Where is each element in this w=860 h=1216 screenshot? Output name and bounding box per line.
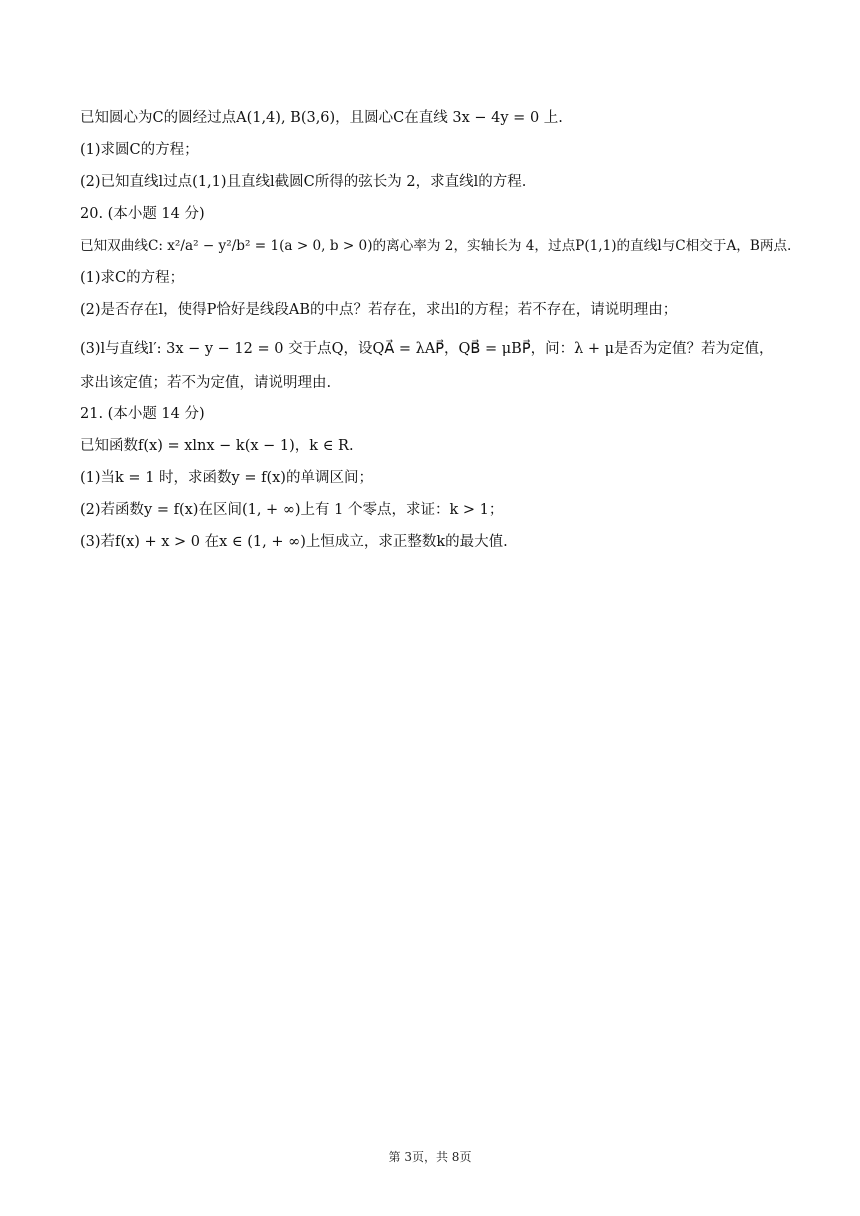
page-footer: 第 3页，共 8页 — [388, 1150, 472, 1164]
document-body — [80, 108, 792, 564]
problem-19-part-1: (1)求圆C的方程； — [80, 142, 199, 158]
problem-20-part-1: (1)求C的方程； — [80, 270, 185, 286]
problem-21-stem: 已知函数f(x) = xlnx − k(x − 1)，k ∈ R. — [80, 438, 354, 454]
problem-19-part-2: (2)已知直线l过点(1,1)且直线l截圆C所得的弦长为 2，求直线l的方程. — [80, 174, 527, 190]
problem-20-heading: 20. (本小题 14 分) — [80, 206, 205, 222]
problem-19-stem: 已知圆心为C的圆经过点A(1,4), B(3,6)，且圆心C在直线 3x − 4y = 0 上. — [80, 110, 563, 126]
problem-21-part-2: (2)若函数y = f(x)在区间(1, + ∞)上有 1 个零点，求证：k > 1； — [80, 502, 504, 518]
problem-21-part-1: (1)当k = 1 时，求函数y = f(x)的单调区间； — [80, 470, 373, 486]
problem-21-part-3: (3)若f(x) + x > 0 在x ∈ (1, + ∞)上恒成立，求正整数k的最大值. — [80, 534, 508, 550]
problem-20-part-3: (3)l与直线l′: 3x − y − 12 = 0 交于点Q，设QA⃗ = λAP⃗，QB⃗ = μBP⃗，问：λ + μ是否为定值？若为定值，求出该定值；若不为定值，请说明理由. — [80, 341, 774, 391]
problem-20-stem: 已知双曲线C: x²/a² − y²/b² = 1(a > 0, b > 0)的离心率为 2，实轴长为 4，过点P(1,1)的直线l与C相交于A，B两点. — [80, 238, 792, 254]
problem-21-heading: 21. (本小题 14 分) — [80, 406, 205, 422]
problem-20-part-2: (2)是否存在l，使得P恰好是线段AB的中点？若存在，求出l的方程；若不存在，请说明理由； — [80, 302, 678, 318]
